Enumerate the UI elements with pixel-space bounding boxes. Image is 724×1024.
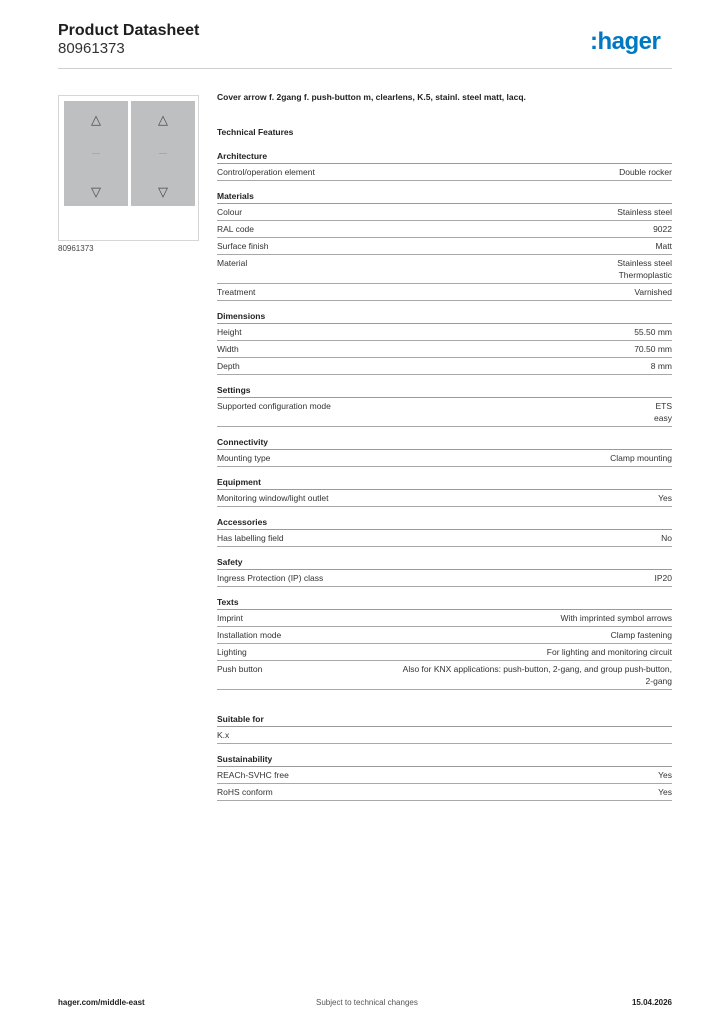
spec-value: Double rocker <box>619 167 672 177</box>
spec-value: 8 mm <box>650 361 672 371</box>
footer-notice: Subject to technical changes <box>316 998 418 1007</box>
spec-label: Depth <box>217 361 240 371</box>
spec-value: 70.50 mm <box>634 344 672 354</box>
spec-label: Supported configuration mode <box>217 401 331 411</box>
spec-section <box>217 385 672 427</box>
spec-value: 55.50 mm <box>634 327 672 337</box>
spec-row <box>217 324 672 341</box>
spec-value: Varnished <box>634 287 672 297</box>
section-title: Equipment <box>217 477 672 490</box>
spec-value: ETS easy <box>654 401 672 423</box>
right-rocker <box>131 101 195 206</box>
header-divider <box>58 68 672 69</box>
spec-section <box>217 517 672 547</box>
spec-label: Monitoring window/light outlet <box>217 493 329 503</box>
left-rocker <box>64 101 128 206</box>
spec-row <box>217 767 672 784</box>
down-arrow-icon: ▽ <box>91 184 101 199</box>
spec-value: With imprinted symbol arrows <box>560 613 672 623</box>
spec-value: No <box>661 533 672 543</box>
footer-website: hager.com/middle-east <box>58 998 145 1007</box>
spec-label: Height <box>217 327 242 337</box>
spec-value: Clamp mounting <box>610 453 672 463</box>
spec-section <box>217 151 672 181</box>
spec-label: Colour <box>217 207 243 217</box>
spec-row <box>217 204 672 221</box>
specifications <box>217 92 672 811</box>
spec-row <box>217 284 672 301</box>
spec-label: Surface finish <box>217 241 269 251</box>
spec-label: Imprint <box>217 613 243 623</box>
spec-row <box>217 164 672 181</box>
image-caption: 80961373 <box>58 244 94 253</box>
spec-section <box>217 437 672 467</box>
spec-row <box>217 255 672 284</box>
product-name: Cover arrow f. 2gang f. push-button m, clearlens, K.5, stainl. steel matt, lacq. <box>217 92 526 102</box>
spec-row <box>217 358 672 375</box>
spec-label: K.x <box>217 730 230 740</box>
spec-section <box>217 311 672 375</box>
section-title: Dimensions <box>217 311 672 324</box>
spec-row <box>217 610 672 627</box>
spec-row <box>217 661 672 690</box>
spec-value: For lighting and monitoring circuit <box>546 647 672 657</box>
spec-label: Has labelling field <box>217 533 284 543</box>
spec-label: Material <box>217 258 248 268</box>
section-title: Safety <box>217 557 672 570</box>
spec-value: Stainless steel <box>617 207 672 217</box>
section-title: Suitable for <box>217 714 672 727</box>
spec-value: IP20 <box>654 573 672 583</box>
technical-features-heading: Technical Features <box>217 127 294 137</box>
spec-section <box>217 191 672 301</box>
spec-value: Yes <box>658 787 672 797</box>
spec-row <box>217 341 672 358</box>
spec-row <box>217 727 672 744</box>
spec-row <box>217 490 672 507</box>
spec-value: Clamp fastening <box>610 630 672 640</box>
down-arrow-icon: ▽ <box>158 184 168 199</box>
section-title: Texts <box>217 597 672 610</box>
spec-label: REACh-SVHC free <box>217 770 289 780</box>
spec-label: Treatment <box>217 287 256 297</box>
spec-value: Yes <box>658 493 672 503</box>
spec-label: RAL code <box>217 224 255 234</box>
page-title: Product Datasheet <box>58 22 200 39</box>
section-title: Connectivity <box>217 437 672 450</box>
spec-label: Installation mode <box>217 630 282 640</box>
rocker-mark <box>159 153 167 154</box>
hager-logo: :hager <box>590 28 661 55</box>
spec-section <box>217 557 672 587</box>
spec-label: Mounting type <box>217 453 271 463</box>
section-title: Accessories <box>217 517 672 530</box>
spec-value: Stainless steel Thermoplastic <box>617 258 672 280</box>
spec-label: Control/operation element <box>217 167 315 177</box>
spec-section <box>217 477 672 507</box>
rocker-mark <box>92 153 100 154</box>
up-arrow-icon: △ <box>91 112 101 127</box>
spec-row <box>217 530 672 547</box>
section-title: Architecture <box>217 151 672 164</box>
spec-row <box>217 450 672 467</box>
spec-label: Push button <box>217 664 263 674</box>
spec-section <box>217 714 672 744</box>
spec-value: 9022 <box>653 224 672 234</box>
section-title: Settings <box>217 385 672 398</box>
spec-section <box>217 754 672 801</box>
spec-row <box>217 784 672 801</box>
spec-label: RoHS conform <box>217 787 273 797</box>
spec-section <box>217 597 672 690</box>
section-title: Materials <box>217 191 672 204</box>
product-number: 80961373 <box>58 40 125 57</box>
spec-row <box>217 398 672 427</box>
spec-row <box>217 570 672 587</box>
section-title: Sustainability <box>217 754 672 767</box>
spec-value: Matt <box>655 241 672 251</box>
spec-value: Yes <box>658 770 672 780</box>
spec-row <box>217 221 672 238</box>
spec-value: Also for KNX applications: push-button, 2-gang, and group push-button, 2-gang <box>402 664 672 686</box>
spec-label: Width <box>217 344 239 354</box>
spec-row <box>217 627 672 644</box>
product-image <box>58 95 199 241</box>
spec-sections <box>217 151 672 801</box>
up-arrow-icon: △ <box>158 112 168 127</box>
spec-row <box>217 644 672 661</box>
spec-row <box>217 238 672 255</box>
spec-label: Ingress Protection (IP) class <box>217 573 324 583</box>
footer-date: 15.04.2026 <box>631 998 672 1007</box>
spec-label: Lighting <box>217 647 247 657</box>
